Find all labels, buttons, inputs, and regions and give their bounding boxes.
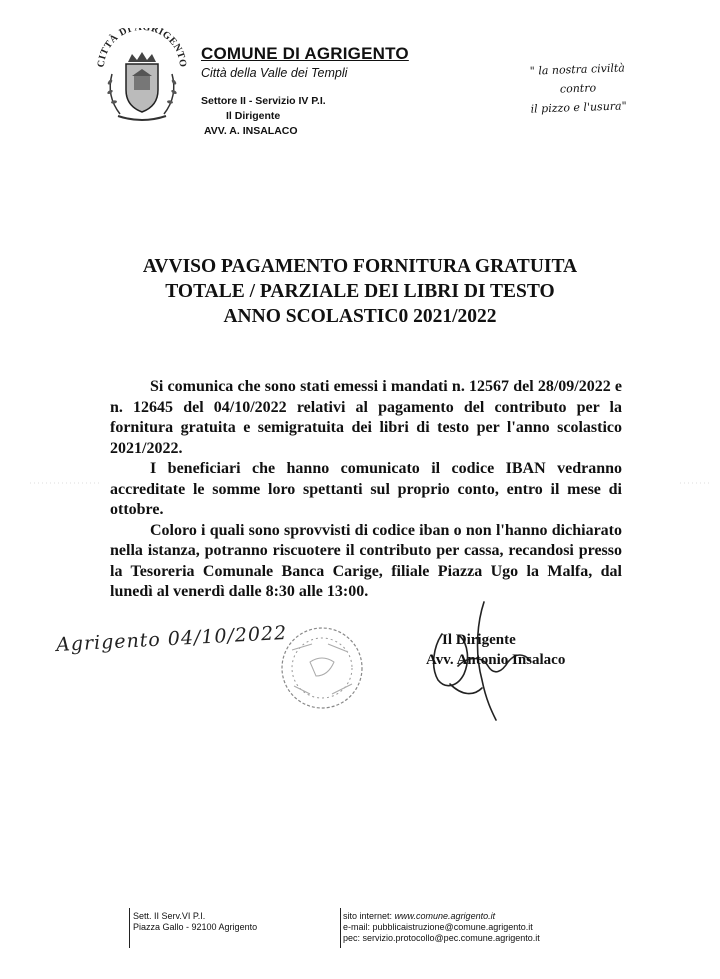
title-line: TOTALE / PARZIALE DEI LIBRI DI TESTO [165, 281, 555, 302]
title-line: AVVISO PAGAMENTO FORNITURA GRATUITA [142, 256, 578, 277]
notice-body [110, 377, 622, 603]
svg-text:CITTÀ DI AGRIGENTO [96, 28, 188, 68]
organization-name: COMUNE DI AGRIGENTO [201, 44, 409, 63]
footer-divider [340, 908, 341, 948]
office-person: AVV. A. INSALACO [204, 125, 298, 137]
footer-pec [343, 933, 540, 944]
title-line: ANNO SCOLASTIC0 2021/2022 [223, 306, 497, 327]
footer-office: Sett. II Serv.VI P.I. [133, 911, 206, 921]
office-role: Il Dirigente [226, 110, 281, 122]
website-label: sito internet: [343, 911, 395, 921]
signatory-name: Avv. Antonio Insalaco [426, 652, 566, 668]
footer-street: Piazza Gallo - 92100 Agrigento [133, 922, 258, 932]
signatory-title: Il Dirigente [442, 632, 516, 648]
pec-label: pec: [343, 933, 363, 943]
footer-contacts [343, 911, 540, 944]
pec-link[interactable]: servizio.protocollo@pec.comune.agrigento.it [362, 933, 540, 943]
body-paragraph: Si comunica che sono stati emessi i mandati n. 12567 del 28/09/2022 e n. 12645 del 04/10/2022 relativi al pagamento del contributo per la fornitura gratuita e semigratuita dei libri di testo per l'anno scolastico 2021/2022. [110, 378, 622, 457]
organization-subtitle: Città della Valle dei Templi [201, 66, 348, 80]
motto-line: contro [559, 81, 597, 96]
footer-website [343, 911, 540, 922]
email-link[interactable]: pubblicaistruzione@comune.agrigento.it [372, 922, 533, 932]
official-stamp [272, 620, 372, 716]
email-label: e-mail: [343, 922, 373, 932]
body-paragraph: Coloro i quali sono sprovvisti di codice iban o non l'hanno dichiarato nella istanza, potranno riscuotere il contributo per cassa, recandosi presso la Tesoreria Comunale Banca Carige, filiale Piazza Ugo la Malfa, dal lunedì al venerdì dalle 8:30 alle 13:00. [110, 521, 622, 600]
handwritten-place-date: Agrigento 04/10/2022 [55, 621, 288, 657]
motto [517, 58, 639, 119]
office-sector: Settore II - Servizio IV P.I. [201, 95, 326, 107]
footer-address [133, 911, 257, 933]
crest-text: CITTÀ DI RIGENTO [96, 28, 188, 69]
motto-line: " la nostra civiltà [529, 61, 626, 78]
body-paragraph: I beneficiari che hanno comunicato il codice IBAN vedranno accreditate le somme loro spettanti sul proprio conto, entro il mese di ottobre. [110, 460, 622, 518]
footer-email [343, 922, 540, 933]
crest-logo [96, 28, 188, 126]
footer-divider [129, 908, 130, 948]
motto-line: il pizzo e l'usura" [530, 99, 627, 116]
website-link[interactable]: www.comune.agrigento.it [394, 911, 496, 921]
notice-title [60, 254, 660, 329]
